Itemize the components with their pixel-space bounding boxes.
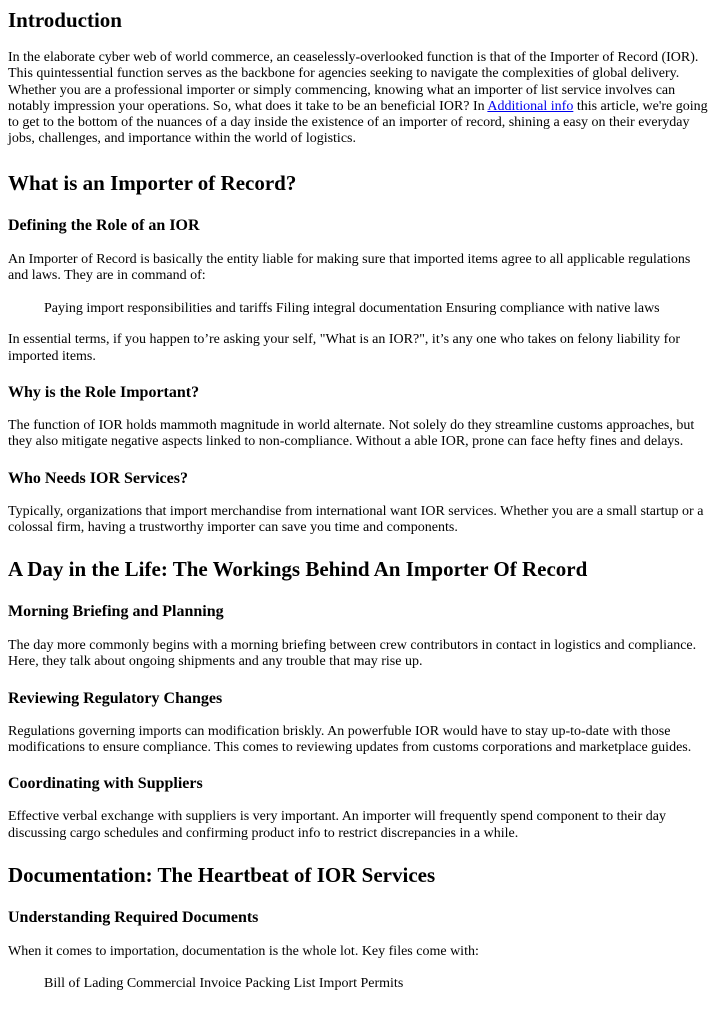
intro-text-before-link: In the elaborate cyber web of world commerce, an ceaselessly-overlooked function is that of the Importer of Record (IOR). This quintessential function serves as the backbone for agencies seeking to navigate the complexities of global delivery. Whether you are a professional importer or simply commencing, knowing what an importer of list service involves can notably impression your operations. So, what does it take to be an beneficial IOR? In: [8, 50, 699, 114]
heading-introduction: Introduction: [8, 8, 122, 32]
who-paragraph: Typically, organizations that import merchandise from international want IOR services. Whether you are a small startup or a colossal firm, having a trustworthy importer can save you time and components.: [8, 503, 704, 535]
heading-what-is-ior: What is an Importer of Record?: [8, 170, 297, 195]
heading-reviewing-changes: Reviewing Regulatory Changes: [8, 689, 223, 707]
intro-text-after-link: this article, we're going to get to the bottom of the nuances of a day inside the existence of an importer of record, shining a easy on their everyday jobs, challenges, and importance within the world of logistics.: [8, 98, 708, 147]
essential-terms-paragraph: In essential terms, if you happen to’re asking your self, "What is an IOR?", it’s any one who takes on felony liability for imported items.: [8, 332, 680, 364]
documents-list: Bill of Lading Commercial Invoice Packing List Import Permits: [44, 976, 404, 992]
heading-understanding-documents: Understanding Required Documents: [8, 908, 259, 926]
heading-documentation: Documentation: The Heartbeat of IOR Services: [8, 862, 436, 887]
additional-info-link[interactable]: Additional info: [487, 98, 574, 114]
heading-day-in-life: A Day in the Life: The Workings Behind An Importer Of Record: [8, 557, 588, 582]
responsibilities-list: Paying import responsibilities and tariffs Filing integral documentation Ensuring compliance with native laws: [44, 301, 660, 317]
morning-paragraph: The day more commonly begins with a morning briefing between crew contributors in contact in logistics and compliance. Here, they talk about ongoing shipments and any trouble that may rise up.: [8, 638, 697, 670]
understanding-paragraph: When it comes to importation, documentation is the whole lot. Key files come with:: [8, 943, 479, 959]
heading-coordinating-suppliers: Coordinating with Suppliers: [8, 775, 203, 793]
intro-paragraph: [8, 50, 712, 148]
reviewing-paragraph: Regulations governing imports can modification briskly. An powerfuble IOR would have to stay up-to-date with those modifications to ensure compliance. This comes to reviewing updates from customs corporations and marketplace guides.: [8, 723, 692, 756]
why-paragraph: The function of IOR holds mammoth magnitude in world alternate. Not solely do they streamline customs approaches, but they also mitigate negative aspects linked to non-compliance. Without a able IOR, prone can face hefty fines and delays.: [8, 417, 695, 450]
coordinating-paragraph: Effective verbal exchange with suppliers is very important. An importer will frequently spend component to their day discussing cargo schedules and confirming product info to restrict discrepancies in a while.: [8, 809, 666, 841]
heading-why-important: Why is the Role Important?: [8, 383, 200, 401]
heading-morning-briefing: Morning Briefing and Planning: [8, 603, 224, 621]
defining-paragraph: An Importer of Record is basically the entity liable for making sure that imported items agree to all applicable regulations and laws. They are in command of:: [8, 251, 691, 284]
heading-defining-role: Defining the Role of an IOR: [8, 216, 200, 234]
heading-who-needs: Who Needs IOR Services?: [8, 469, 188, 487]
